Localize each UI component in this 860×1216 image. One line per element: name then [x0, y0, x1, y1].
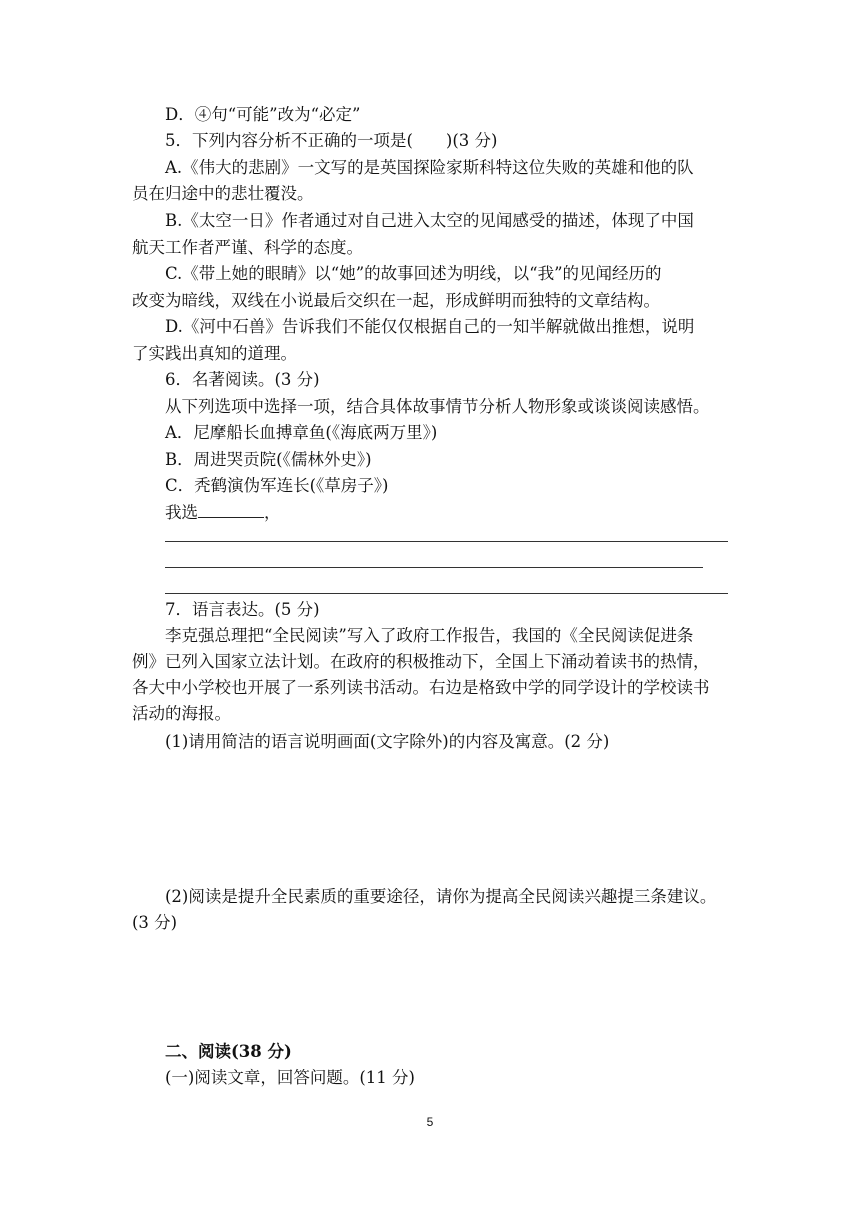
page-number: 5	[426, 1115, 434, 1129]
q5-option-b-line1: B.《太空一日》作者通过对自己进入太空的见闻感受的描述，体现了中国	[165, 211, 694, 230]
q7-subquestion-1: (1)请用简洁的语言说明画面(文字除外)的内容及寓意。(2 分)	[165, 732, 610, 751]
section-2-part-1: (一)阅读文章，回答问题。(11 分)	[165, 1068, 415, 1087]
answer-line-3[interactable]	[165, 593, 728, 594]
q4-option-d: D．④句“可能”改为“必定”	[165, 105, 361, 124]
q7-subquestion-2-line2: (3 分)	[132, 913, 178, 932]
q5-option-a-line1: A.《伟大的悲剧》一文写的是英国探险家斯科特这位失败的英雄和他的队	[165, 158, 694, 177]
answer-line-2[interactable]	[165, 567, 703, 568]
q5-option-d-line2: 了实践出真知的道理。	[132, 344, 297, 363]
q7-subquestion-2-line1: (2)阅读是提升全民素质的重要途径，请你为提高全民阅读兴趣提三条建议。	[165, 887, 717, 906]
answer-line-1[interactable]	[165, 541, 728, 542]
q6-option-b: B．周进哭贡院(《儒林外史》)	[165, 450, 372, 469]
question-6: 6．名著阅读。(3 分)	[165, 370, 320, 389]
q5-option-c-line2: 改变为暗线，双线在小说最后交织在一起，形成鲜明而独特的文章结构。	[132, 291, 660, 310]
question-5: 5．下列内容分析不正确的一项是( )(3 分)	[165, 131, 498, 150]
section-2-heading: 二、阅读(38 分)	[165, 1042, 292, 1061]
q7-paragraph-line4: 活动的海报。	[132, 704, 231, 723]
q5-option-d-line1: D.《河中石兽》告诉我们不能仅仅根据自己的一知半解就做出推想，说明	[165, 317, 695, 336]
q7-paragraph-line2: 例》已列入国家立法计划。在政府的积极推动下，全国上下涌动着读书的热情，	[132, 652, 710, 671]
q5-option-c-line1: C.《带上她的眼睛》以“她”的故事回述为明线，以“我”的见闻经历的	[165, 264, 662, 283]
question-7: 7．语言表达。(5 分)	[165, 600, 320, 619]
q6-option-a: A．尼摩船长血搏章鱼(《海底两万里》)	[165, 423, 438, 442]
q6-choice-blank[interactable]	[198, 501, 264, 518]
q6-choice-suffix: ，	[264, 503, 281, 522]
q6-choice-prefix: 我选	[165, 503, 198, 522]
q5-option-b-line2: 航天工作者严谨、科学的态度。	[132, 238, 363, 257]
q6-option-c: C．秃鹤演伪军连长(《草房子》)	[165, 476, 389, 495]
q7-paragraph-line3: 各大中小学校也开展了一系列读书活动。右边是格致中学的同学设计的学校读书	[132, 678, 710, 697]
q5-option-a-line2: 员在归途中的悲壮覆没。	[132, 184, 314, 203]
q6-instruction: 从下列选项中选择一项，结合具体故事情节分析人物形象或谈谈阅读感悟。	[165, 397, 710, 416]
q7-paragraph-line1: 李克强总理把“全民阅读”写入了政府工作报告，我国的《全民阅读促进条	[165, 626, 694, 645]
q6-choice-line	[165, 501, 281, 524]
